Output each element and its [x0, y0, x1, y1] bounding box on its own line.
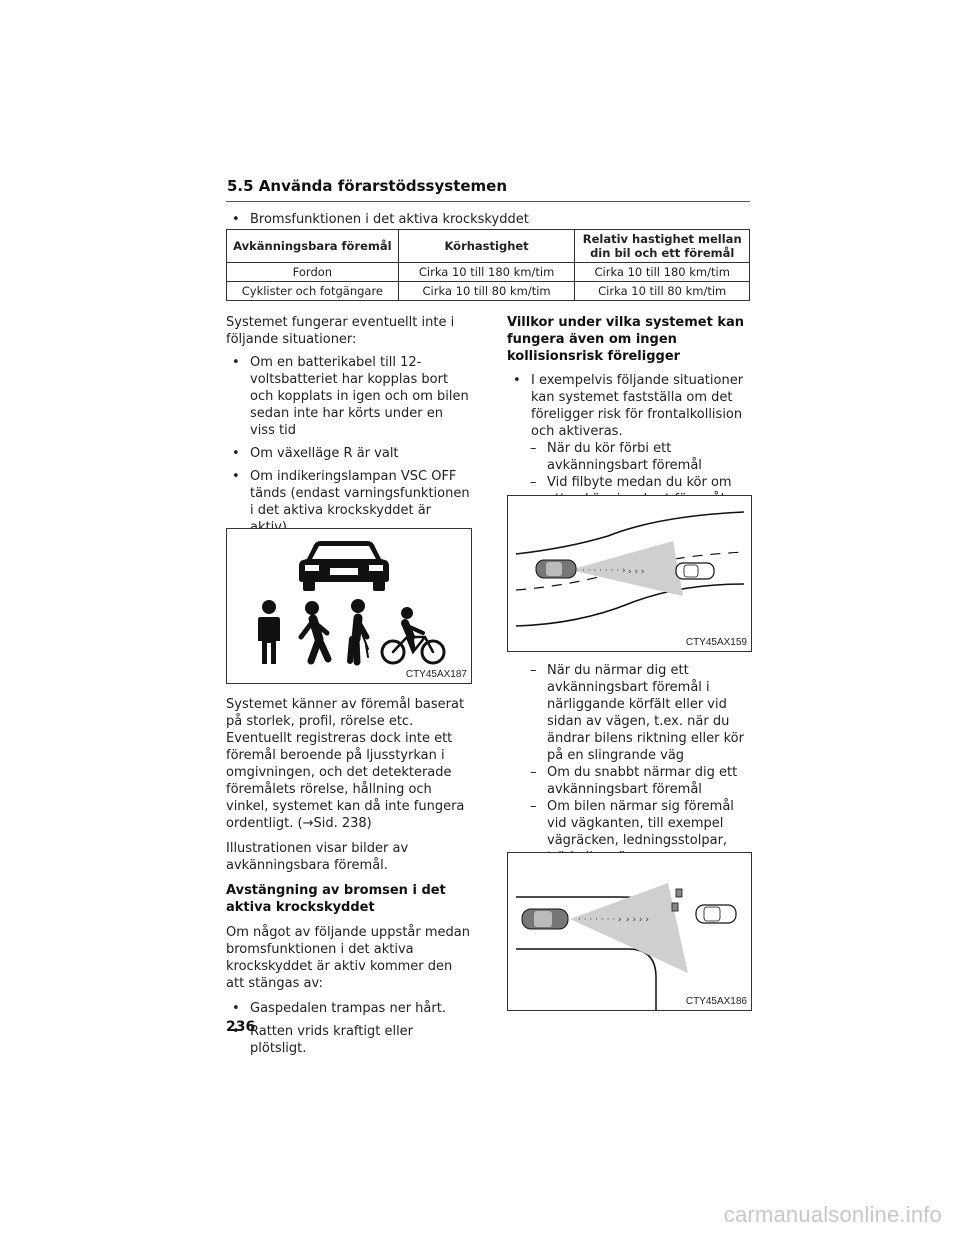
table-cell: Fordon [227, 263, 399, 282]
svg-text:· · · · · · · ›: · · · · · · · › [578, 915, 622, 925]
detectable-objects-illustration [227, 529, 471, 683]
roadside-post-icon [672, 889, 682, 911]
figure-code: CTY45AX187 [405, 669, 467, 680]
figure-detectable-objects [226, 528, 472, 684]
list-item: • Ratten vrids kraftigt eller plötsligt. [226, 1023, 470, 1057]
table-cell: Cirka 10 till 180 km/tim [398, 263, 575, 282]
list-item: • I exempelvis följande situationer kan systemet fastställa om det föreligger risk för frontalkollision och aktiveras. [507, 372, 750, 440]
list-item: • Om indikeringslampan VSC OFF tänds (endast varningsfunktionen i det aktiva krockskyddet är [226, 468, 470, 536]
table-cell: Cirka 10 till 180 km/tim [575, 263, 750, 282]
table-cell: Cirka 10 till 80 km/tim [575, 282, 750, 301]
page-number: 236 [226, 1019, 256, 1035]
header-divider [226, 201, 750, 202]
roadside-objects-illustration [508, 853, 751, 1010]
table-cell: Cyklister och fotgängare [227, 282, 399, 301]
subheading: Villkor under vilka systemet kan fungera även om ingen kollisionsrisk föreligger [507, 315, 745, 364]
intro-bullet: • Bromsfunktionen i det aktiva krockskyddet [226, 211, 770, 228]
person-with-bicycle-icon [350, 599, 368, 662]
dash-item: – Om du snabbt närmar dig ett avkänningsbart föremål [523, 764, 750, 798]
list-item: • Om en batterikabel till 12-voltsbatteriet har kopplas bort och kopplats in igen och om bilen sedan inte har körts under en viss tid [226, 354, 470, 439]
table-cell: Cirka 10 till 80 km/tim [398, 282, 575, 301]
figure-passing-object [507, 495, 752, 652]
table-row [227, 263, 750, 282]
cyclist-icon [382, 607, 444, 663]
figure-code: CTY45AX186 [685, 996, 747, 1007]
dash-item: – När du kör förbi ett avkänningsbart föremål [523, 440, 750, 474]
figure-code: CTY45AX159 [685, 637, 747, 648]
table-header: Avkänningsbara föremål [227, 230, 399, 263]
target-car-icon [676, 563, 714, 579]
left-column-lower [226, 696, 470, 1057]
table-row [227, 282, 750, 301]
watermark: carmanualsonline.info [723, 1202, 942, 1227]
svg-text:› › ›: › › › [628, 567, 645, 577]
dash-item: – När du närmar dig ett avkänningsbart föremål i närliggande körfält eller vid sidan av vägen, t.ex. när du ändrar bilens riktning eller kör på en slingrande väg [523, 662, 750, 764]
pedestrian-standing-icon [258, 600, 280, 664]
passing-object-illustration [508, 496, 751, 651]
svg-text:› › › ›: › › › › [626, 915, 649, 925]
own-car-icon [522, 909, 568, 929]
dash-item: – Om bilen närmar sig föremål vid vägkanten, till exempel vägräcken, ledningsstolpar, [523, 798, 750, 866]
paragraph: Illustrationen visar bilder av avkänningsbara föremål. [226, 841, 409, 873]
right-column-lower [507, 662, 750, 866]
speed-table [226, 229, 750, 301]
list-item: • Om växelläge R är valt [226, 445, 470, 462]
subheading: Avstängning av bromsen i det aktiva krockskyddet [226, 883, 446, 915]
figure-roadside-objects [507, 852, 752, 1011]
paragraph: Systemet fungerar eventuellt inte i följande situationer: [226, 315, 455, 347]
own-car-icon [536, 560, 576, 578]
right-column [507, 314, 750, 508]
target-car-icon [696, 905, 736, 923]
list-item: • Gaspedalen trampas ner hårt. [226, 1000, 470, 1017]
section-title: 5.5 Använda förarstödssystemen [227, 177, 508, 195]
table-header: Körhastighet [398, 230, 575, 263]
svg-text:· · · · · · · ›: · · · · · · · › [582, 566, 626, 576]
dash-item: – Vid filbyte medan du kör om [523, 474, 750, 508]
pedestrian-walking-icon [301, 601, 328, 661]
paragraph: Systemet känner av föremål baserat på storlek, profil, rörelse etc. Eventuellt registreras dock inte ett föremål beroende på ljusstyrkan i omgivningen, och det detekterade föremålets rörelse, hållning och vinkel, systemet kan då inte fungera ordentligt. (→Sid. 238) [226, 697, 465, 831]
table-header: Relativ hastighet mellan din bil och ett föremål [575, 230, 750, 263]
paragraph: Om något av följande uppstår medan bromsfunktionen i det aktiva krockskyddet är aktiv kommer den att stängas av: [226, 925, 470, 991]
